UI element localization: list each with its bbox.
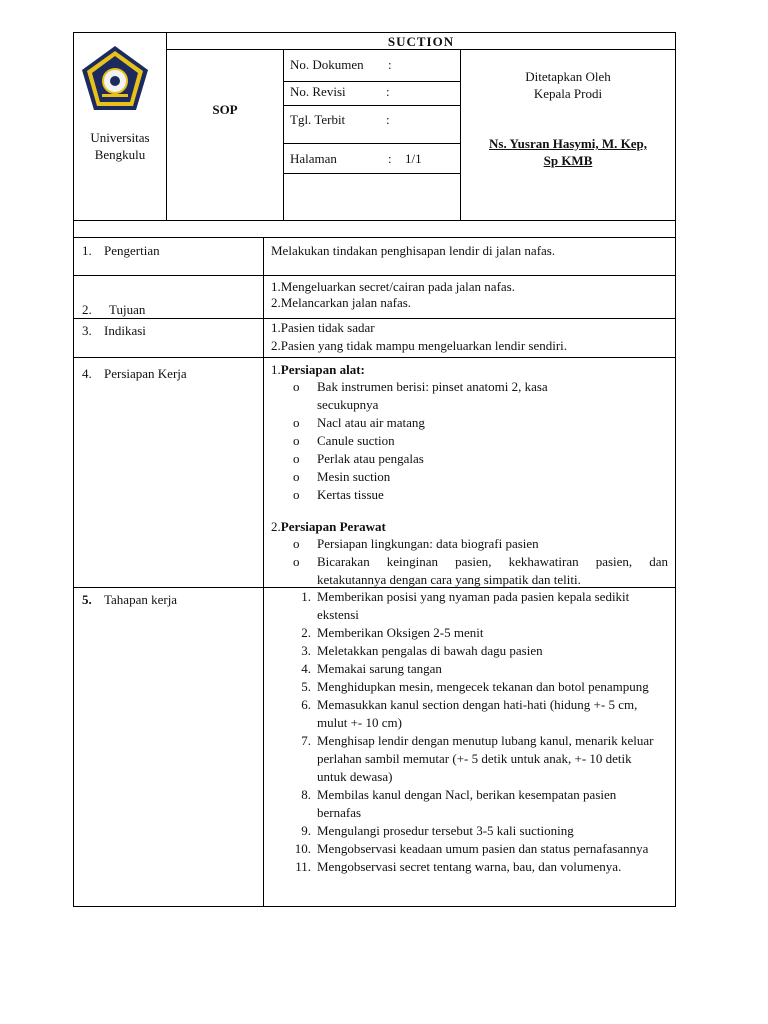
meta-line-4 [283, 173, 460, 174]
meta-sep-terbit: : [386, 112, 390, 127]
meta-value-halaman: 1/1 [405, 151, 422, 166]
list-item: 11. Mengobservasi secret tentang warna, bau, dan volumenya. [295, 859, 622, 874]
indikasi-item-2: 2.Pasien yang tidak mampu mengeluarkan lendir sendiri. [271, 338, 568, 353]
row-line-3 [73, 357, 676, 358]
row-label-tahapan: Tahapan kerja [104, 592, 178, 607]
perawat-heading [271, 518, 386, 535]
university-logo [80, 44, 150, 114]
alat-list [293, 378, 607, 504]
perawat-heading-title: Persiapan Perawat [280, 519, 386, 534]
list-item: o Nacl atau air matang [293, 415, 425, 430]
logo-divider [166, 32, 167, 220]
body-column-divider [263, 237, 264, 907]
row-label-tujuan: Tujuan [109, 302, 146, 317]
row-label-indikasi: Indikasi [104, 323, 146, 338]
approval-line1: Ditetapkan Oleh [525, 69, 611, 84]
alat-heading-prefix: 1. [271, 362, 281, 377]
spacer-line [73, 237, 676, 238]
list-item: 10. Mengobservasi keadaan umum pasien dan status pernafasannya [294, 841, 649, 856]
meta-sep-dokumen: : [388, 57, 392, 72]
meta-sep-revisi: : [386, 84, 390, 99]
pengertian-text: Melakukan tindakan penghisapan lendir di jalan nafas. [271, 243, 556, 258]
meta-label-terbit: Tgl. Terbit [290, 112, 346, 127]
tahapan-steps [294, 588, 657, 876]
sop-divider [283, 49, 284, 220]
table-border-right [675, 32, 676, 907]
approval-line2: Kepala Prodi [533, 86, 603, 101]
meta-line-1 [283, 81, 460, 82]
row-number-3: 3. [82, 323, 92, 338]
perawat-list [293, 535, 668, 589]
perawat-heading-prefix: 2. [271, 519, 281, 534]
row-number-2: 2. [82, 302, 92, 317]
university-name-line2: Bengkulu [94, 147, 146, 162]
list-item: o Bak instrumen berisi: pinset anatomi 2, kasa secukupnya [293, 379, 548, 412]
row-label-pengertian: Pengertian [104, 243, 160, 258]
row-number-4: 4. [82, 366, 92, 381]
list-item: o Bicarakan keinginan pasien, kekhawatiran pasien, dan ketakutannya dengan cara yang simpatik dan teliti. [293, 554, 668, 587]
list-item: 9. Mengulangi prosedur tersebut 3-5 kali suctioning [301, 823, 574, 838]
table-border-left [73, 32, 74, 907]
row-number-1: 1. [82, 243, 92, 258]
meta-label-dokumen: No. Dokumen [290, 57, 364, 72]
approver-name-line1: Ns. Yusran Hasymi, M. Kep, [489, 136, 647, 151]
indikasi-item-1: 1.Pasien tidak sadar [271, 320, 375, 335]
row-number-5: 5. [82, 592, 92, 607]
list-item: 8. Membilas kanul dengan Nacl, berikan kesempatan pasien bernafas [301, 787, 617, 820]
alat-heading [271, 361, 365, 378]
alat-heading-title: Persiapan alat: [280, 362, 365, 377]
list-item: 1. Memberikan posisi yang nyaman pada pasien kepala sedikit ekstensi [301, 589, 630, 622]
header-bottom-line [73, 220, 676, 221]
list-item: 7. Menghisap lendir dengan menutup lubang kanul, menarik keluar perlahan sambil memutar (+- 5 detik untuk anak, +- 10 detik untuk dewasa) [301, 733, 654, 784]
row-label-persiapan: Persiapan Kerja [104, 366, 187, 381]
university-name-line1: Universitas [90, 130, 150, 145]
meta-line-3 [283, 143, 460, 144]
list-item: o Mesin suction [293, 469, 391, 484]
sop-label: SOP [212, 102, 238, 117]
list-item: o Perlak atau pengalas [293, 451, 424, 466]
meta-line-2 [283, 105, 460, 106]
row-line-1 [73, 275, 676, 276]
tujuan-item-2: 2.Melancarkan jalan nafas. [271, 295, 412, 310]
list-item: 2. Memberikan Oksigen 2-5 menit [301, 625, 484, 640]
list-item: 4. Memakai sarung tangan [301, 661, 442, 676]
table-border-bottom [73, 906, 676, 907]
document-title: SUCTION [387, 34, 455, 49]
list-item: o Persiapan lingkungan: data biografi pasien [293, 536, 539, 551]
tujuan-item-1: 1.Mengeluarkan secret/cairan pada jalan nafas. [271, 279, 515, 294]
list-item: o Canule suction [293, 433, 395, 448]
meta-sep-halaman: : [388, 151, 392, 166]
meta-label-halaman: Halaman [290, 151, 337, 166]
meta-label-revisi: No. Revisi [290, 84, 346, 99]
list-item: 6. Memasukkan kanul section dengan hati-hati (hidung +- 5 cm, mulut +- 10 cm) [301, 697, 638, 730]
list-item: o Kertas tissue [293, 487, 384, 502]
approver-name-line2: Sp KMB [543, 153, 593, 168]
list-item: 5. Menghidupkan mesin, mengecek tekanan dan botol penampung [301, 679, 649, 694]
list-item: 3. Meletakkan pengalas di bawah dagu pasien [301, 643, 543, 658]
